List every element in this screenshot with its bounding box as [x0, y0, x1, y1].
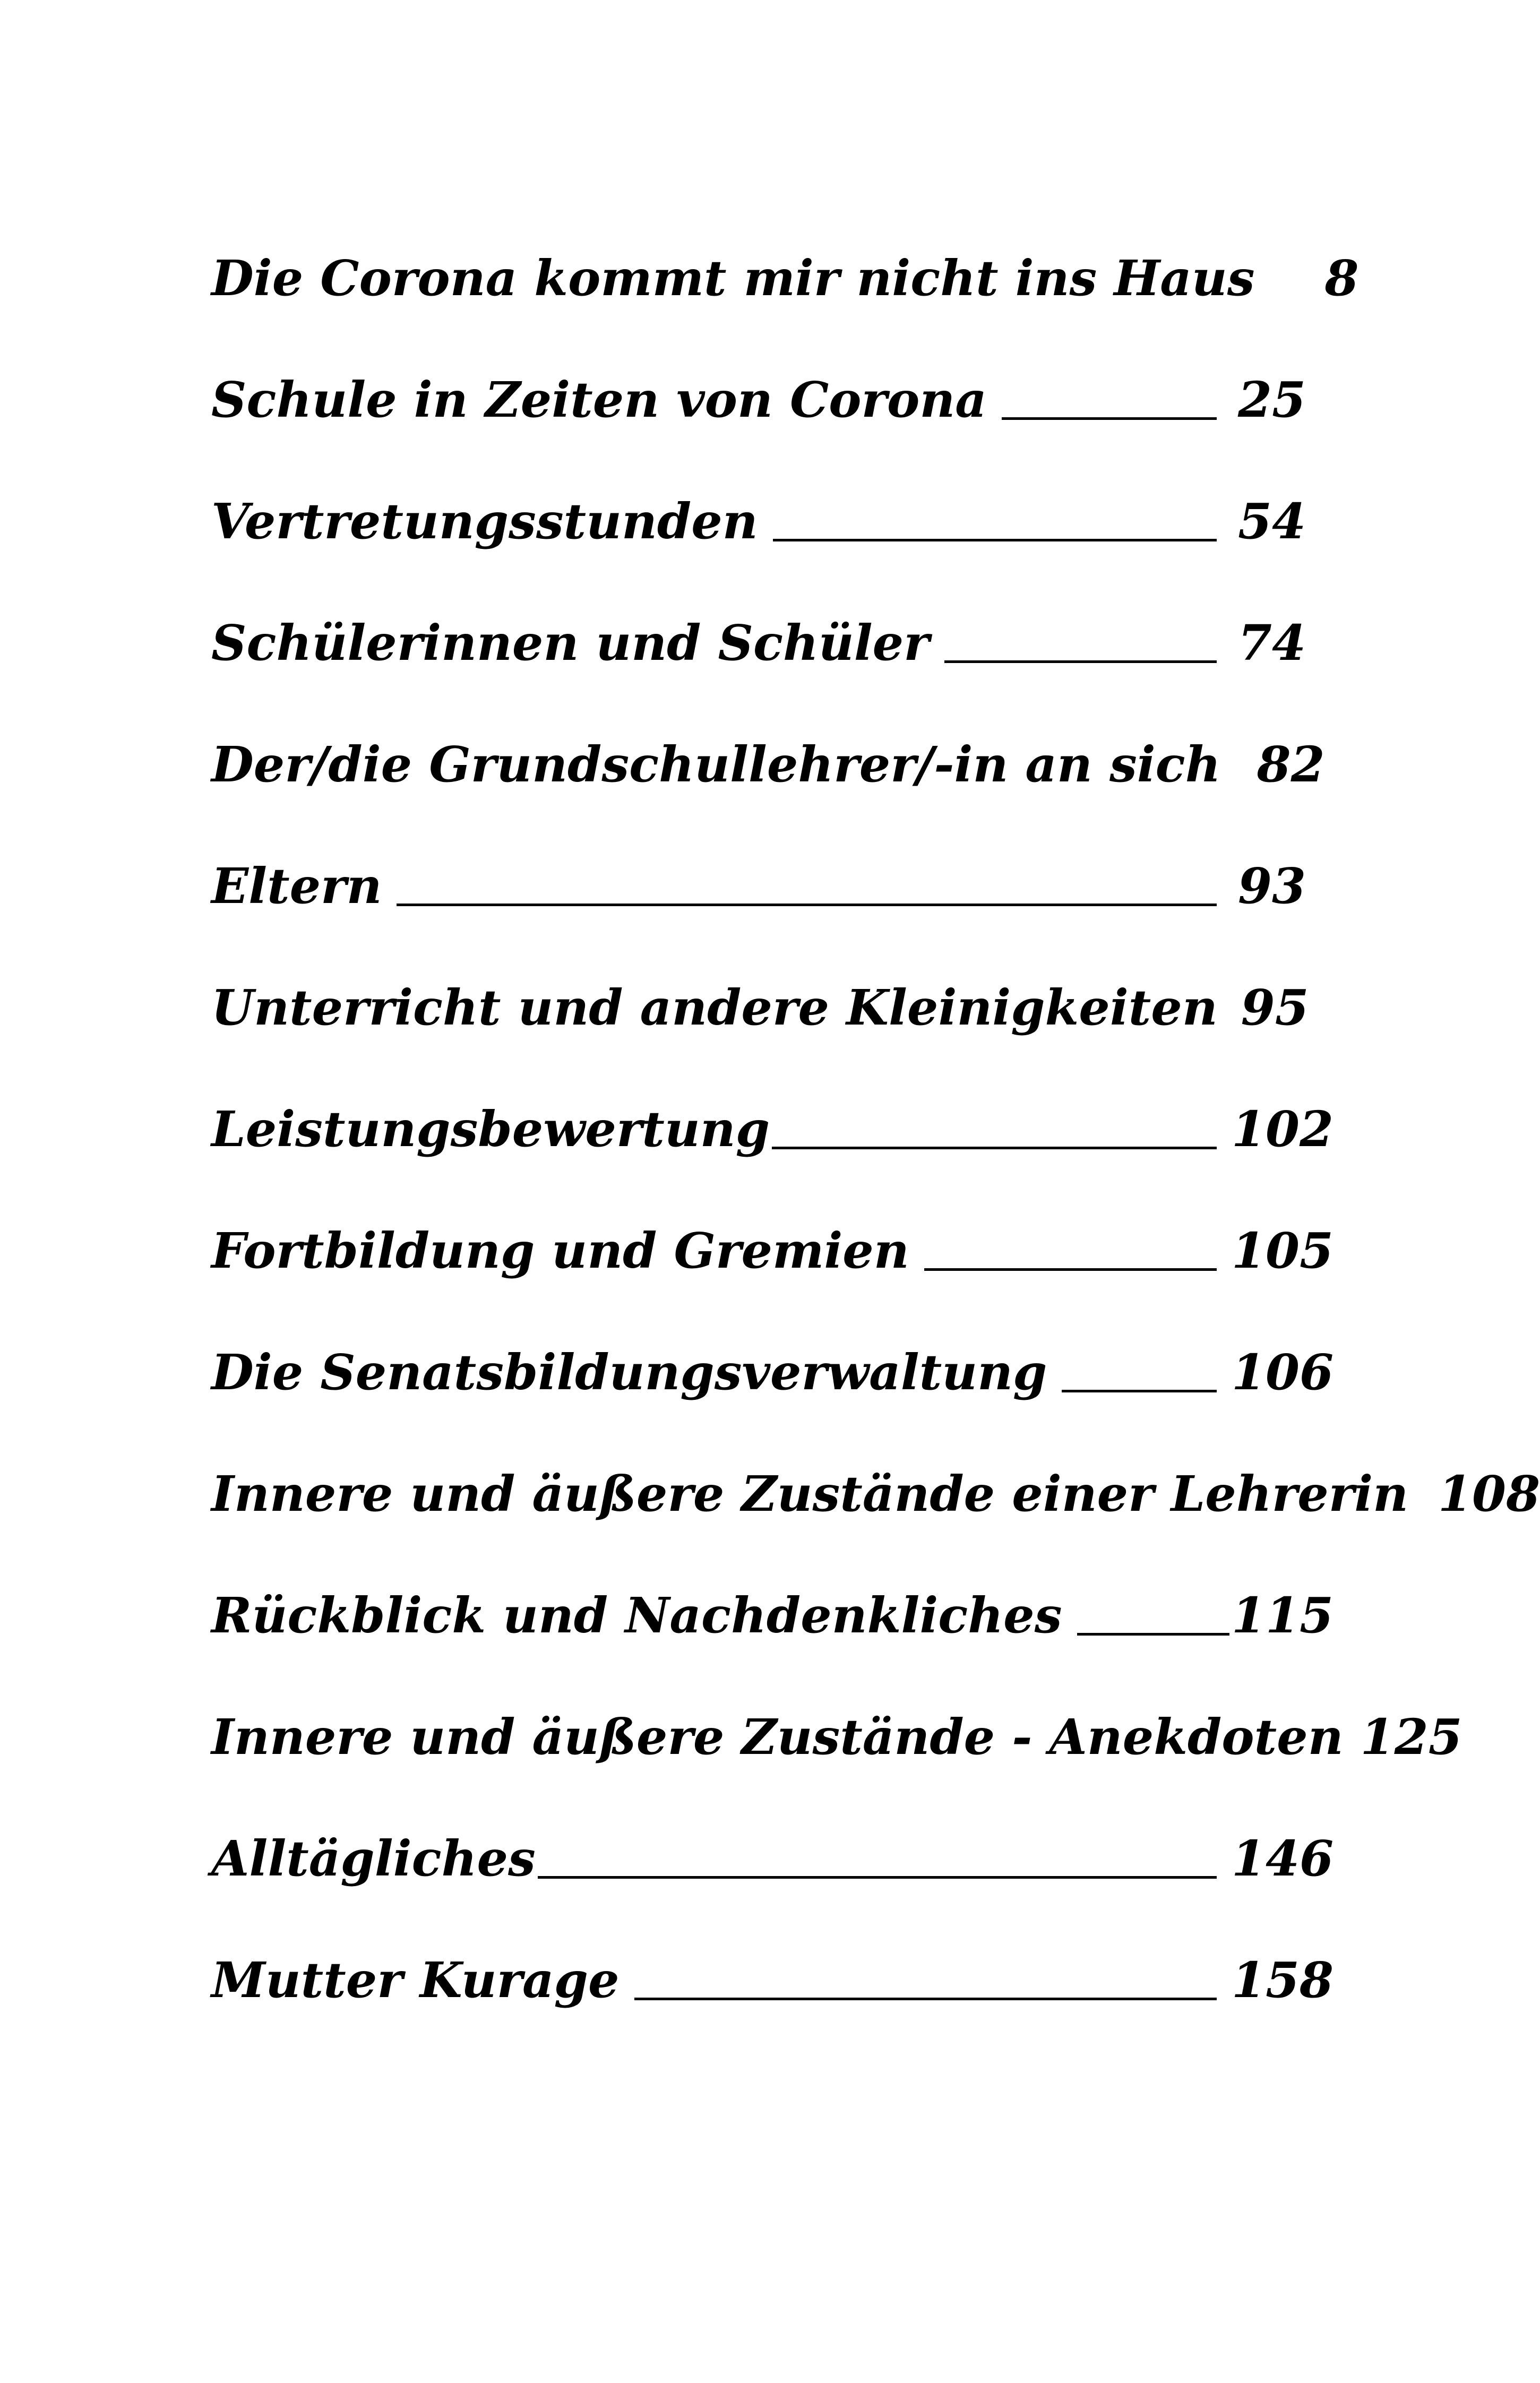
- toc-entry: [211, 1465, 1540, 1587]
- toc-entry-title: Rückblick und Nachdenkliches: [211, 1587, 1062, 1644]
- toc-entry-page: 125: [1360, 1708, 1462, 1766]
- toc-leader-line: [1077, 1633, 1230, 1636]
- toc-entry: [211, 1830, 1334, 1951]
- toc-entry-title: Die Corona kommt mir nicht ins Haus: [211, 250, 1255, 307]
- table-of-contents: [211, 250, 1540, 2073]
- toc-entry: [211, 371, 1306, 493]
- toc-leader-line: [944, 660, 1217, 663]
- toc-entry-page: 95: [1241, 979, 1309, 1036]
- toc-leader-line: [924, 1268, 1217, 1271]
- toc-entry-page: 146: [1232, 1830, 1334, 1887]
- toc-entry-title: Schülerinnen und Schüler: [211, 614, 930, 672]
- toc-leader-line: [1002, 417, 1217, 420]
- toc-entry-title: Der/die Grundschullehrer/-in an sich: [211, 736, 1221, 793]
- toc-entry: [211, 857, 1306, 979]
- toc-entry: [211, 250, 1359, 371]
- toc-entry: [211, 1708, 1462, 1830]
- toc-entry-title: Die Senatsbildungsverwaltung: [211, 1344, 1047, 1401]
- toc-entry-page: 108: [1438, 1465, 1540, 1522]
- toc-entry-page: 74: [1237, 614, 1306, 672]
- toc-leader-line: [538, 1876, 1217, 1879]
- toc-entry-page: 54: [1237, 493, 1306, 550]
- toc-entry-title: Mutter Kurage: [211, 1951, 620, 2009]
- toc-leader-line: [773, 539, 1217, 541]
- toc-entry: [211, 1587, 1334, 1708]
- toc-entry-title: Schule in Zeiten von Corona: [211, 371, 987, 428]
- toc-entry-page: 93: [1237, 857, 1306, 915]
- toc-entry-page: 105: [1232, 1222, 1334, 1279]
- toc-entry: [211, 493, 1306, 614]
- toc-entry: [211, 1100, 1334, 1222]
- toc-entry-page: 82: [1257, 736, 1325, 793]
- toc-entry-title: Leistungsbewertung: [211, 1100, 770, 1158]
- toc-entry: [211, 1222, 1334, 1344]
- toc-leader-line: [397, 904, 1217, 906]
- toc-entry-page: 158: [1232, 1951, 1334, 2009]
- toc-leader-line: [1062, 1390, 1217, 1392]
- toc-entry: [211, 1951, 1334, 2073]
- toc-entry-title: Fortbildung und Gremien: [211, 1222, 909, 1279]
- toc-leader-line: [634, 1998, 1217, 2000]
- toc-entry-page: 115: [1232, 1587, 1334, 1644]
- toc-entry: [211, 614, 1306, 736]
- toc-entry-title: Innere und äußere Zustände - Anekdoten: [211, 1708, 1344, 1766]
- toc-entry: [211, 736, 1325, 857]
- toc-entry-page: 102: [1232, 1100, 1334, 1158]
- toc-entry-title: Vertretungsstunden: [211, 493, 758, 550]
- toc-entry-page: 25: [1237, 371, 1306, 428]
- toc-entry-title: Innere und äußere Zustände einer Lehrerin: [211, 1465, 1409, 1522]
- toc-entry: [211, 979, 1309, 1100]
- toc-entry-page: 106: [1232, 1344, 1334, 1401]
- toc-entry-title: Unterricht und andere Kleinigkeiten: [211, 979, 1218, 1036]
- toc-entry-page: 8: [1324, 250, 1359, 307]
- toc-leader-line: [772, 1147, 1217, 1149]
- toc-entry: [211, 1344, 1334, 1465]
- toc-entry-title: Alltägliches: [211, 1830, 536, 1887]
- toc-entry-title: Eltern: [211, 857, 382, 915]
